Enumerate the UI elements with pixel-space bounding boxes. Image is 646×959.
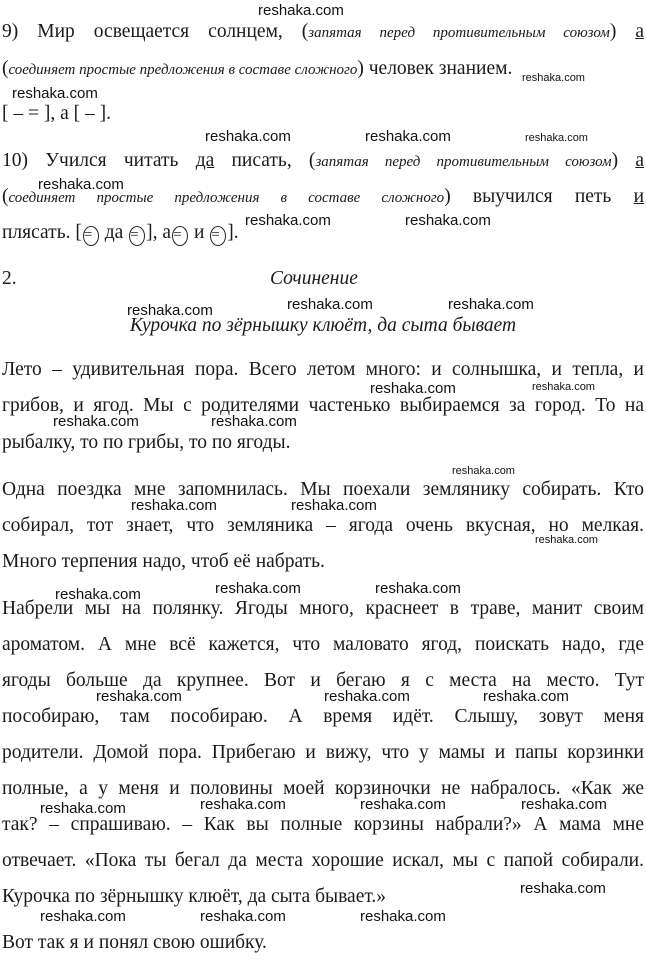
essay-line: ароматом. А мне всё кажется, что маловато ягод, поискать надо, где: [2, 634, 644, 655]
task10-line2: (соединяет простые предложения в составе сложного) выучился петь и: [2, 186, 645, 207]
watermark: reshaka.com: [40, 908, 126, 925]
watermark: reshaka.com: [483, 688, 569, 705]
task10-line1: 10) Учился читать да писать, (запятая перед противительным союзом) а: [2, 150, 645, 171]
watermark: reshaka.com: [53, 413, 139, 430]
watermark: reshaka.com: [291, 497, 377, 514]
task9-line2: (соединяет простые предложения в составе сложного) человек знанием.: [2, 58, 513, 79]
essay-line: ягоды больше да крупнее. Вот и бегаю я с места на место. Тут: [2, 670, 644, 691]
watermark: reshaka.com: [360, 908, 446, 925]
watermark: reshaka.com: [96, 688, 182, 705]
task10-scheme: плясать. [ = да = ], а = и = ].: [2, 221, 644, 246]
predicate-circle: =: [210, 226, 226, 246]
watermark: reshaka.com: [324, 688, 410, 705]
watermark: reshaka.com: [287, 296, 373, 313]
watermark: reshaka.com: [360, 796, 446, 813]
watermark: reshaka.com: [38, 176, 124, 193]
essay-line: Вот так я и понял свою ошибку.: [2, 932, 267, 953]
section-number: 2.: [2, 268, 17, 289]
task9-scheme: [ – = ], а [ – ].: [2, 103, 112, 124]
watermark: reshaka.com: [245, 212, 331, 229]
watermark: reshaka.com: [370, 380, 456, 397]
watermark: reshaka.com: [535, 534, 598, 546]
watermark: reshaka.com: [520, 880, 606, 897]
essay-line: Много терпения надо, чтоб её набрать.: [2, 551, 325, 572]
essay-subtitle: Курочка по зёрнышку клюёт, да сыта бывает: [129, 315, 517, 336]
essay-line: так? – спрашиваю. – Как вы полные корзины набрали?» А мама мне: [2, 814, 644, 835]
essay-line: родители. Домой пора. Прибегаю и вижу, что у мамы и папы корзинки: [2, 742, 644, 763]
watermark: reshaka.com: [215, 580, 301, 597]
essay-line: грибов, и ягод. Мы с родителями частенько выбираемся за город. То на: [2, 395, 644, 416]
watermark: reshaka.com: [522, 72, 585, 84]
watermark: reshaka.com: [405, 212, 491, 229]
section-title: Сочинение: [270, 268, 358, 289]
watermark: reshaka.com: [211, 413, 297, 430]
essay-line: пособираю, там пособираю. А время идёт. Слышу, зовут меня: [2, 706, 644, 727]
watermark: reshaka.com: [131, 497, 217, 514]
watermark: reshaka.com: [55, 586, 141, 603]
essay-line: полные, а у меня и половины моей корзиночки не набралось. «Как же: [2, 778, 644, 799]
watermark: reshaka.com: [127, 302, 213, 319]
essay-line: Лето – удивительная пора. Всего летом много: и солнышка, и тепла, и: [2, 359, 644, 380]
predicate-circle: =: [172, 226, 188, 246]
essay-line: Набрели мы на полянку. Ягоды много, краснеет в траве, манит своим: [2, 598, 644, 619]
site-header-watermark: reshaka.com: [258, 2, 344, 19]
watermark: reshaka.com: [12, 85, 98, 102]
predicate-circle: =: [129, 226, 145, 246]
task9-line1: 9) Мир освещается солнцем, (запятая перед противительным союзом) а: [2, 21, 644, 42]
watermark: reshaka.com: [375, 580, 461, 597]
watermark: reshaka.com: [521, 796, 607, 813]
watermark: reshaka.com: [532, 381, 595, 393]
watermark: reshaka.com: [452, 465, 515, 477]
watermark: reshaka.com: [200, 908, 286, 925]
essay-line: Одна поездка мне запомнилась. Мы поехали землянику собирать. Кто: [2, 479, 644, 500]
watermark: reshaka.com: [200, 796, 286, 813]
essay-line: Курочка по зёрнышку клюёт, да сыта бывает.»: [2, 886, 387, 907]
predicate-circle: =: [83, 226, 99, 246]
essay-line: собирал, тот знает, что земляника – ягода очень вкусная, но мелкая.: [2, 515, 644, 536]
watermark: reshaka.com: [205, 128, 291, 145]
essay-line: отвечает. «Пока ты бегал да места хорошие искал, мы с папой собирали.: [2, 850, 644, 871]
watermark: reshaka.com: [40, 800, 126, 817]
watermark: reshaka.com: [365, 128, 451, 145]
watermark: reshaka.com: [525, 132, 588, 144]
watermark: reshaka.com: [448, 296, 534, 313]
essay-line: рыбалку, то по грибы, то по ягоды.: [2, 432, 291, 453]
